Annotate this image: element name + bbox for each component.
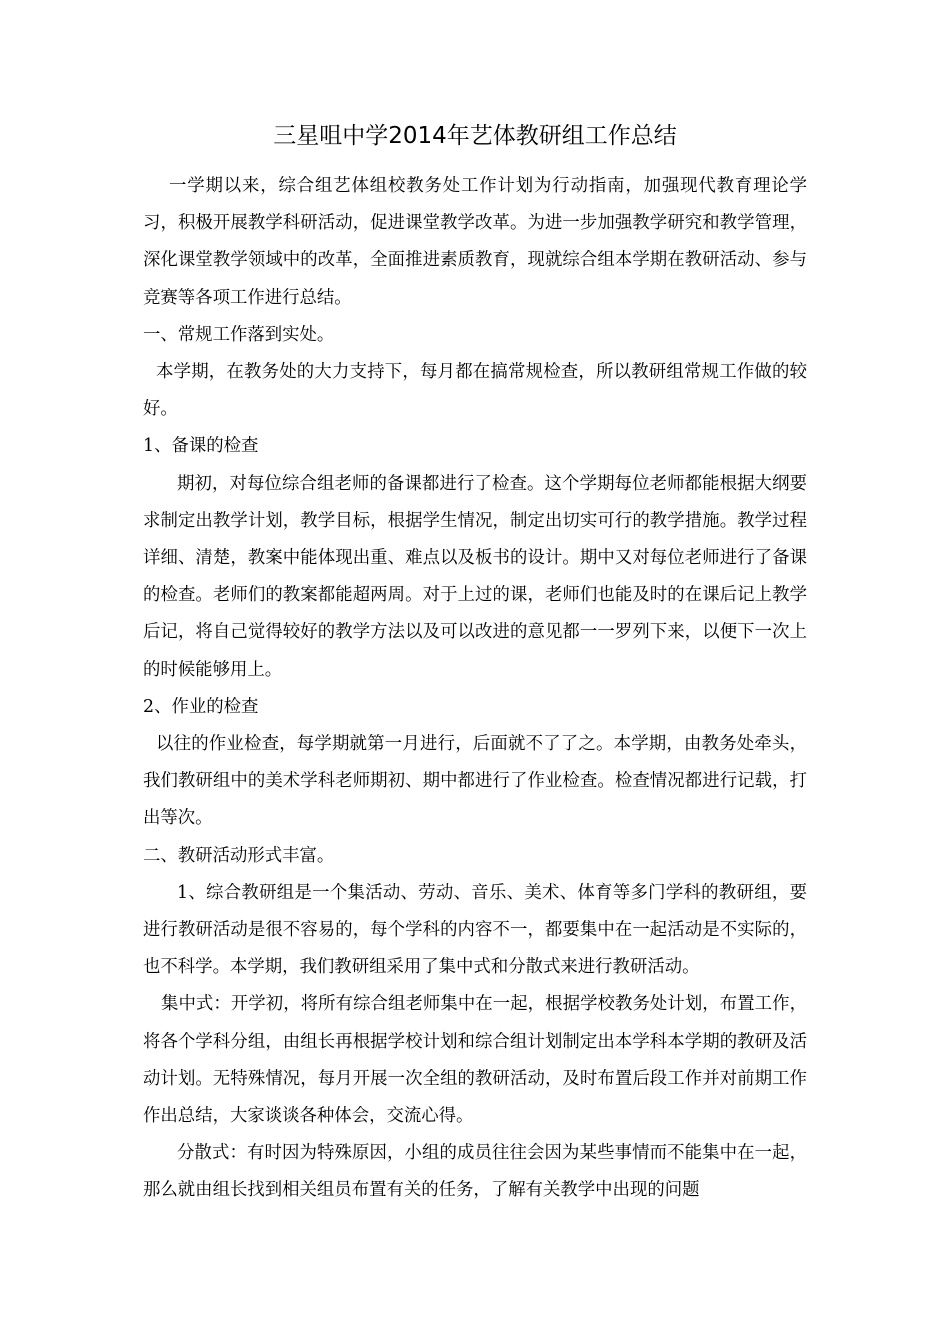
paragraph-intro: 一学期以来，综合组艺体组校教务处工作计划为行动指南，加强现代教育理论学习，积极开展教学科研活动，促进课堂教学改革。为进一步加强教学研究和教学管理，深化课堂教学领域中的改革，全面推进素质教育，现就综合组本学期在教研活动、参与竞赛等各项工作进行总结。 <box>143 176 807 308</box>
paragraph-lesson-prep: 期初，对每位综合组老师的备课都进行了检查。这个学期每位老师都能根据大纲要求制定出教学计划，教学目标，根据学生情况，制定出切实可行的教学措施。教学过程详细、清楚，教案中能体现出重、难点以及板书的设计。期中又对每位老师进行了备课的检查。老师们的教案都能超两周。对于上过的课，老师们也能及时的在课后记上教学后记，将自己觉得较好的教学方法以及可以改进的意见都一一罗列下来，以便下一次上的时候能够用上。 <box>143 473 807 680</box>
paragraph-decentralized: 分散式：有时因为特殊原因，小组的成员往往会因为某些事情而不能集中在一起，那么就由组长找到相关组员布置有关的任务，了解有关教学中出现的问题 <box>143 1143 807 1201</box>
section-heading-1: 一、常规工作落到实处。 <box>143 324 335 345</box>
paragraph-homework: 以往的作业检查，每学期就第一月进行，后面就不了了之。本学期，由教务处牵头，我们教研组中的美术学科老师期初、期中都进行了作业检查。检查情况都进行记载，打出等次。 <box>143 734 807 829</box>
subheading-homework: 2、作业的检查 <box>143 696 259 717</box>
paragraph-research-group: 1、综合教研组是一个集活动、劳动、音乐、美术、体育等多门学科的教研组，要进行教研活动是很不容易的，每个学科的内容不一，都要集中在一起活动是不实际的，也不科学。本学期，我们教研组采用了集中式和分散式来进行教研活动。 <box>143 882 807 978</box>
section-heading-2: 二、教研活动形式丰富。 <box>143 845 335 866</box>
subheading-lesson-prep: 1、备课的检查 <box>143 436 259 457</box>
document-body <box>143 168 807 1210</box>
document-title: 三星咀中学2014年艺体教研组工作总结 <box>273 123 677 149</box>
paragraph-routine: 本学期，在教务处的大力支持下，每月都在搞常规检查，所以教研组常规工作做的较好。 <box>143 362 807 420</box>
paragraph-centralized: 集中式：开学初，将所有综合组老师集中在一起，根据学校教务处计划，布置工作，将各个学科分组，由组长再根据学校计划和综合组计划制定出本学科本学期的教研及活动计划。无特殊情况，每月开展一次全组的教研活动，及时布置后段工作并对前期工作作出总结，大家谈谈各种体会，交流心得。 <box>143 994 807 1127</box>
